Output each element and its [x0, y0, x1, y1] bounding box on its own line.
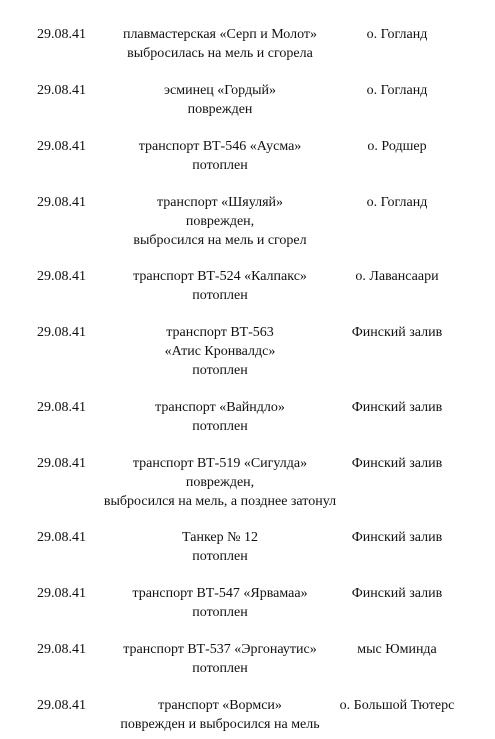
entry-date: 29.08.41	[37, 530, 86, 545]
entry-description	[80, 584, 360, 622]
entry-description	[80, 81, 360, 119]
description-line: транспорт ВТ-519 «Сигулда»	[132, 456, 308, 471]
entry-description	[80, 267, 360, 305]
description-line: поврежден,	[185, 214, 255, 229]
entry-location: о. Родшер	[367, 139, 427, 154]
entry-description	[80, 323, 360, 380]
description-line: транспорт «Вормси»	[158, 698, 282, 713]
description-line: потоплен	[192, 158, 248, 173]
description-line: поврежден,	[185, 475, 255, 490]
entry-date: 29.08.41	[37, 325, 86, 340]
entry-date: 29.08.41	[37, 139, 86, 154]
description-line: транспорт «Шяуляй»	[157, 195, 283, 210]
entry-date: 29.08.41	[37, 269, 86, 284]
description-line: поврежден	[187, 102, 253, 117]
description-line: плавмастерская «Серп и Молот»	[122, 27, 318, 42]
description-line: транспорт ВТ-547 «Ярвамаа»	[132, 586, 308, 601]
entry-location: о. Гогланд	[366, 27, 428, 42]
entry-date: 29.08.41	[37, 586, 86, 601]
description-line: выбросился на мель и сгорел	[133, 233, 307, 248]
description-line: выбросилась на мель и сгорела	[127, 46, 313, 61]
description-line: транспорт ВТ-563	[166, 325, 274, 340]
description-line: Танкер № 12	[182, 530, 258, 545]
description-line: транспорт ВТ-524 «Калпакс»	[133, 269, 307, 284]
entry-location: мыс Юминда	[357, 642, 437, 657]
entry-date: 29.08.41	[37, 195, 86, 210]
entry-location: Финский залив	[351, 456, 443, 471]
entry-date: 29.08.41	[37, 456, 86, 471]
description-line: выбросился на мель, а позднее затонул	[103, 494, 337, 509]
description-line: потоплен	[192, 363, 248, 378]
entry-description	[80, 696, 360, 734]
description-line: транспорт ВТ-546 «Аусма»	[138, 139, 302, 154]
entry-date: 29.08.41	[37, 642, 86, 657]
description-line: потоплен	[192, 661, 248, 676]
entry-description	[80, 25, 360, 63]
entry-date: 29.08.41	[37, 698, 86, 713]
entry-location: Финский залив	[351, 530, 443, 545]
description-line: потоплен	[192, 288, 248, 303]
entry-description	[80, 640, 360, 678]
entry-location: о. Большой Тютерс	[339, 698, 455, 713]
entry-date: 29.08.41	[37, 83, 86, 98]
description-line: потоплен	[192, 419, 248, 434]
entry-description	[80, 137, 360, 175]
description-line: транспорт «Вайндло»	[155, 400, 285, 415]
entry-location: Финский залив	[351, 586, 443, 601]
entry-description	[80, 454, 360, 511]
entry-description	[80, 528, 360, 566]
entry-location: о. Гогланд	[366, 195, 428, 210]
description-line: потоплен	[192, 549, 248, 564]
entry-location: о. Лавансаари	[355, 269, 439, 284]
description-line: поврежден и выбросился на мель	[120, 717, 320, 732]
description-line: «Атис Кронвалдс»	[164, 344, 276, 359]
description-line: транспорт ВТ-537 «Эргонаутис»	[123, 642, 317, 657]
description-line: потоплен	[192, 605, 248, 620]
description-line: эсминец «Гордый»	[164, 83, 276, 98]
entry-description	[80, 398, 360, 436]
entry-description	[80, 193, 360, 250]
entry-date: 29.08.41	[37, 27, 86, 42]
entry-location: Финский залив	[351, 400, 443, 415]
entry-location: о. Гогланд	[366, 83, 428, 98]
entry-location: Финский залив	[351, 325, 443, 340]
entry-date: 29.08.41	[37, 400, 86, 415]
